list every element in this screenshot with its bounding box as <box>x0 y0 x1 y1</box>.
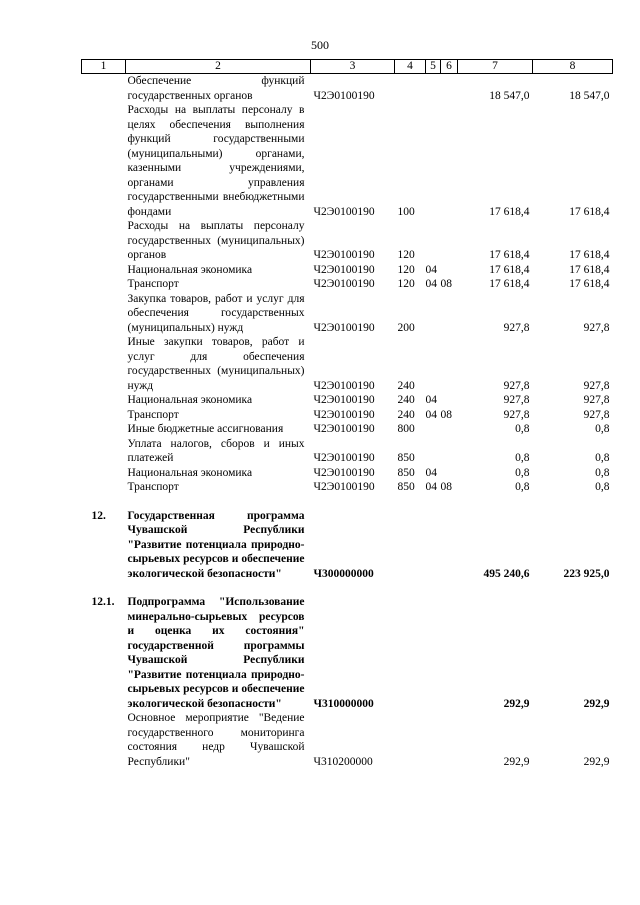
amount-year-1: 0,8 <box>515 423 530 435</box>
section: 04 <box>425 263 437 276</box>
subsection <box>441 292 458 336</box>
column-number: 2 <box>126 60 311 74</box>
item-name: Национальная экономика <box>127 394 253 406</box>
target-code: Ч2Э0100190 <box>313 379 375 392</box>
amount-year-1: 0,8 <box>515 452 530 464</box>
amount-year-1: 292,9 <box>503 697 530 710</box>
item-name: Расходы на выплаты персоналу в целях обеспечения выполнения функций государственными (муниципальными) органами, казенными учреждениями, органами управления государственными внебюджетными фондами <box>127 104 305 218</box>
target-code: Ч310000000 <box>313 697 374 710</box>
subsection <box>441 437 458 466</box>
table-row <box>82 393 613 408</box>
expense-type: 100 <box>397 205 415 218</box>
subsection <box>441 509 458 582</box>
item-number <box>82 480 126 495</box>
item-number <box>82 422 126 437</box>
subsection <box>441 466 458 481</box>
page-number: 500 <box>311 38 329 52</box>
item-number <box>82 263 126 278</box>
subsection: 08 <box>440 481 452 493</box>
item-name: Национальная экономика <box>127 263 253 276</box>
item-name: Подпрограмма "Использование минерально-сырьевых ресурсов и оценка их состояния" государственной программы Чувашской Республики "Развитие потенциала природно-сырьевых ресурсов и обеспечение экологической безопасности" <box>127 596 305 710</box>
subsection <box>441 263 458 278</box>
amount-year-2: 223 925,0 <box>563 567 610 580</box>
amount-year-1: 292,9 <box>503 755 530 768</box>
table-row <box>82 335 613 393</box>
item-name: Уплата налогов, сборов и иных платежей <box>127 437 305 464</box>
item-name: Расходы на выплаты персоналу государственных (муниципальных) органов <box>127 220 305 261</box>
section: 04 <box>425 481 437 493</box>
item-number <box>82 711 126 769</box>
subsection <box>441 422 458 437</box>
column-number-row <box>82 60 613 74</box>
column-number: 8 <box>533 60 613 74</box>
section <box>426 509 441 582</box>
target-code: Ч2Э0100190 <box>313 423 375 435</box>
item-number <box>82 74 126 104</box>
table-row <box>82 292 613 336</box>
item-number <box>82 335 126 393</box>
item-number <box>82 103 126 219</box>
item-number: 12. <box>91 509 106 522</box>
amount-year-2: 0,8 <box>595 466 610 479</box>
section <box>426 335 441 393</box>
column-number: 6 <box>441 60 458 74</box>
target-code: Ч2Э0100190 <box>313 263 375 276</box>
column-number: 4 <box>395 60 426 74</box>
amount-year-2: 0,8 <box>595 481 610 493</box>
table-row <box>82 437 613 466</box>
amount-year-2: 17 618,4 <box>569 205 610 218</box>
amount-year-2: 17 618,4 <box>569 249 610 261</box>
section <box>426 437 441 466</box>
table-row <box>82 595 613 711</box>
item-name: Транспорт <box>127 408 179 421</box>
expense-type: 120 <box>397 263 415 276</box>
item-number <box>82 408 126 423</box>
expense-type: 120 <box>397 278 415 290</box>
subsection <box>441 219 458 263</box>
table-row <box>82 103 613 219</box>
item-name: Национальная экономика <box>127 466 253 479</box>
column-number: 5 <box>426 60 441 74</box>
amount-year-1: 927,8 <box>503 379 530 392</box>
item-number <box>82 219 126 263</box>
target-code: Ч2Э0100190 <box>313 205 375 218</box>
table-body <box>82 74 613 770</box>
section: 04 <box>425 278 437 290</box>
expense-type: 240 <box>397 394 415 406</box>
section <box>426 74 441 104</box>
section <box>426 292 441 336</box>
amount-year-1: 17 618,4 <box>489 263 530 276</box>
section <box>426 595 441 711</box>
budget-table <box>81 59 613 769</box>
table-row <box>82 422 613 437</box>
table-row <box>82 408 613 423</box>
item-name: Транспорт <box>127 278 179 290</box>
row-spacer <box>82 581 613 595</box>
section <box>426 103 441 219</box>
section <box>426 219 441 263</box>
item-number <box>82 437 126 466</box>
amount-year-1: 927,8 <box>503 394 530 406</box>
table-row <box>82 277 613 292</box>
expense-type: 200 <box>397 321 415 334</box>
item-number: 12.1. <box>91 596 115 608</box>
expense-type <box>395 509 426 582</box>
expense-type: 800 <box>397 423 415 435</box>
target-code: Ч2Э0100190 <box>313 394 375 406</box>
amount-year-1: 0,8 <box>515 481 530 493</box>
expense-type: 240 <box>397 408 415 421</box>
amount-year-1: 17 618,4 <box>489 278 530 290</box>
amount-year-1: 17 618,4 <box>489 205 530 218</box>
subsection <box>441 103 458 219</box>
table-row <box>82 466 613 481</box>
table-row <box>82 74 613 104</box>
amount-year-1: 17 618,4 <box>489 249 530 261</box>
item-number <box>82 393 126 408</box>
subsection <box>441 74 458 104</box>
target-code: Ч310200000 <box>313 755 373 768</box>
amount-year-1: 0,8 <box>515 466 530 479</box>
item-name: Транспорт <box>127 481 179 493</box>
target-code: Ч2Э0100190 <box>313 452 375 464</box>
item-number <box>82 277 126 292</box>
subsection <box>441 335 458 393</box>
amount-year-1: 927,8 <box>503 408 530 421</box>
amount-year-2: 292,9 <box>583 755 610 768</box>
amount-year-2: 927,8 <box>583 379 610 392</box>
target-code: Ч2Э0100190 <box>313 321 375 334</box>
table-row <box>82 711 613 769</box>
spacer-cell <box>82 581 613 595</box>
subsection <box>441 595 458 711</box>
table-row <box>82 509 613 582</box>
amount-year-2: 292,9 <box>583 697 610 710</box>
subsection <box>441 393 458 408</box>
expense-type <box>395 595 426 711</box>
item-name: Государственная программа Чувашской Республики "Развитие потенциала природно-сырьевых ресурсов и обеспечение экологической безопасности" <box>127 509 305 580</box>
amount-year-2: 927,8 <box>583 408 610 421</box>
amount-year-2: 18 547,0 <box>569 89 610 102</box>
amount-year-1: 495 240,6 <box>483 567 530 580</box>
column-number: 3 <box>311 60 395 74</box>
target-code: Ч2Э0100190 <box>313 249 375 261</box>
section: 04 <box>425 466 437 479</box>
target-code: Ч2Э0100190 <box>313 408 375 421</box>
item-name: Иные бюджетные ассигнования <box>127 423 284 435</box>
section: 04 <box>425 408 437 421</box>
target-code: Ч2Э0100190 <box>313 89 375 102</box>
amount-year-1: 18 547,0 <box>489 89 530 102</box>
item-number <box>82 292 126 336</box>
expense-type: 850 <box>397 452 415 464</box>
spacer-cell <box>82 495 613 509</box>
expense-type: 240 <box>397 379 415 392</box>
amount-year-1: 927,8 <box>503 321 530 334</box>
table-row <box>82 480 613 495</box>
item-name: Иные закупки товаров, работ и услуг для обеспечения государственных (муниципальных) нужд <box>127 336 305 392</box>
amount-year-2: 927,8 <box>583 394 610 406</box>
target-code: Ч2Э0100190 <box>313 466 375 479</box>
item-name: Закупка товаров, работ и услуг для обеспечения государственных (муниципальных) нужд <box>127 292 305 334</box>
section <box>426 422 441 437</box>
table-row <box>82 219 613 263</box>
expense-type: 850 <box>397 481 415 493</box>
target-code: Ч2Э0100190 <box>313 278 375 290</box>
section: 04 <box>425 394 437 406</box>
expense-type <box>395 74 426 104</box>
expense-type <box>395 711 426 769</box>
amount-year-2: 0,8 <box>595 452 610 464</box>
amount-year-2: 17 618,4 <box>569 278 610 290</box>
item-name: Обеспечение функций государственных органов <box>127 75 305 102</box>
row-spacer <box>82 495 613 509</box>
subsection: 08 <box>440 278 452 290</box>
amount-year-2: 17 618,4 <box>569 263 610 276</box>
item-name: Основное мероприятие "Ведение государственного мониторинга состояния недр Чувашской Республики" <box>127 712 305 768</box>
expense-type: 120 <box>397 249 415 261</box>
column-number: 1 <box>82 60 126 74</box>
amount-year-2: 927,8 <box>583 321 610 334</box>
amount-year-2: 0,8 <box>595 423 610 435</box>
expense-type: 850 <box>397 466 415 479</box>
section <box>426 711 441 769</box>
target-code: Ч300000000 <box>313 567 374 580</box>
column-number: 7 <box>458 60 533 74</box>
subsection <box>441 711 458 769</box>
table-row <box>82 263 613 278</box>
subsection: 08 <box>440 408 452 421</box>
item-number <box>82 466 126 481</box>
target-code: Ч2Э0100190 <box>313 481 375 493</box>
